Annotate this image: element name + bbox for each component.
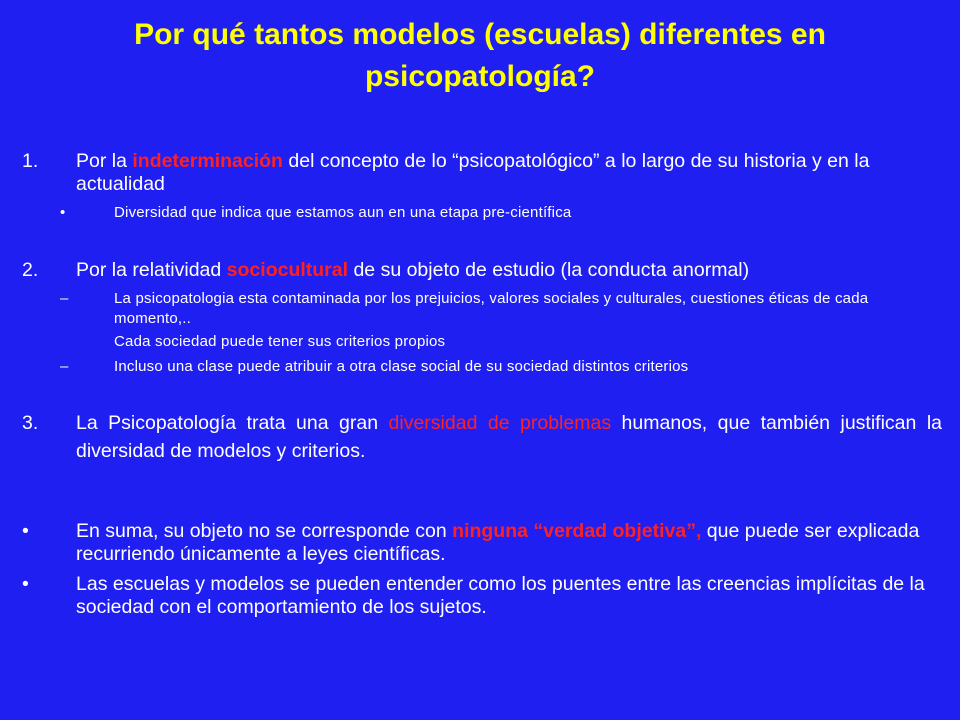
item-text	[76, 520, 942, 566]
highlighted-term: sociocultural	[226, 259, 349, 281]
item-text	[76, 409, 942, 465]
item-text: Cada sociedad puede tener sus criterios propios	[114, 333, 446, 350]
text-segment: del concepto de lo “psicopatológico” a lo largo de su historia y en la actualidad	[76, 150, 870, 195]
item-number: 1.	[22, 150, 39, 172]
item-text: Incluso una clase puede atribuir a otra clase social de su sociedad distintos criterios	[114, 358, 689, 375]
highlighted-term: ninguna “verdad objetiva”,	[452, 520, 702, 542]
highlighted-term: indeterminación	[132, 150, 283, 172]
highlighted-term: diversidad de problemas	[388, 412, 612, 434]
bullet-marker: •	[22, 520, 29, 542]
item-text: Diversidad que indica que estamos aun en una etapa pre-científica	[114, 204, 572, 221]
dash-marker: –	[60, 358, 69, 375]
bullet-marker: •	[60, 204, 66, 221]
text-segment: que puede ser explicada recurriendo únicamente a leyes científicas.	[76, 520, 920, 565]
text-segment: de su objeto de estudio (la conducta anormal)	[348, 259, 750, 281]
text-segment: Por la relatividad	[76, 259, 227, 281]
text-segment: humanos, que también justifican la diversidad de modelos y criterios.	[76, 412, 942, 462]
item-number: 3.	[22, 412, 39, 434]
dash-marker: –	[60, 290, 69, 307]
text-segment: Por la	[76, 150, 133, 172]
item-text: La psicopatologia esta contaminada por los prejuicios, valores sociales y culturales, cuestiones éticas de cada momento,..	[114, 290, 869, 327]
text-segment: En suma, su objeto no se corresponde con	[76, 520, 453, 542]
item-text	[76, 150, 942, 196]
item-number: 2.	[22, 259, 39, 281]
slide-title: Por qué tantos modelos (escuelas) diferentes en psicopatología?	[134, 18, 826, 93]
bullet-marker: •	[22, 573, 29, 595]
text-segment: La Psicopatología trata una gran	[76, 412, 389, 434]
item-text	[76, 259, 942, 282]
item-text: Las escuelas y modelos se pueden entender como los puentes entre las creencias implícitas de la sociedad con el comportamiento de los sujetos.	[76, 573, 925, 618]
